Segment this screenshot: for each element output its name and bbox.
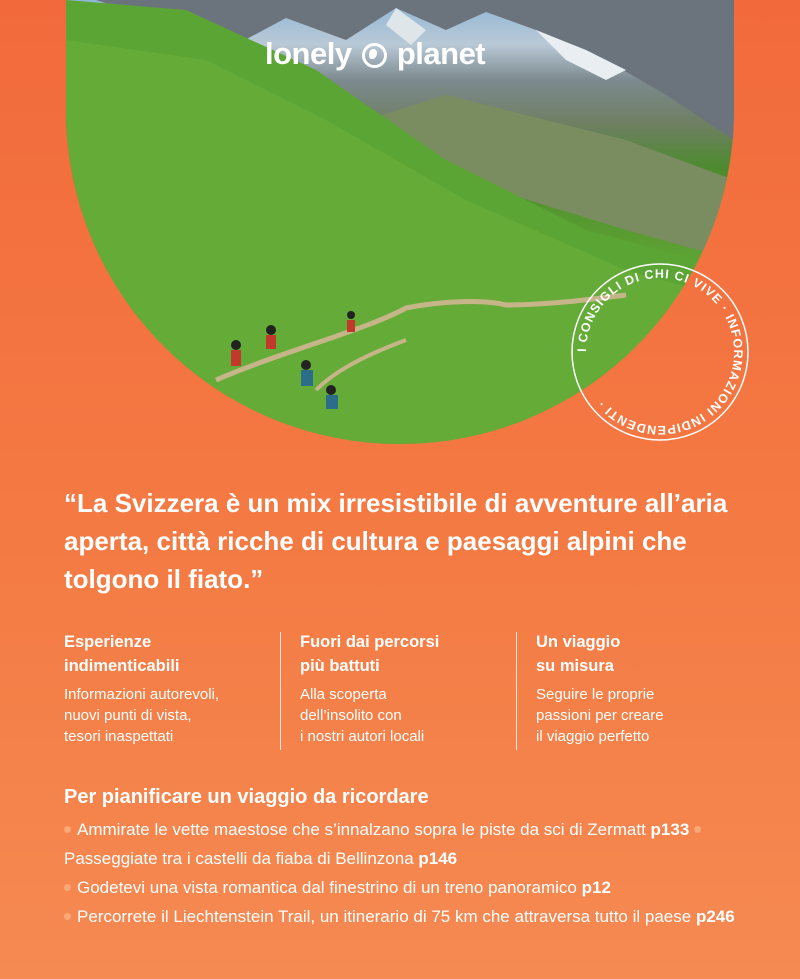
lonely-planet-logo (265, 36, 485, 72)
independent-info-seal (566, 258, 754, 446)
bullet-icon (64, 913, 71, 920)
page-ref: p146 (418, 849, 458, 868)
page-ref: p246 (695, 907, 735, 926)
plan-title: Per pianificare un viaggio da ricordare (64, 786, 429, 808)
page-ref: p133 (650, 820, 690, 839)
svg-text:I CONSIGLI DI CHI CI VIVE · IN (575, 267, 745, 437)
feature-2-desc: Alla scoperta dell’insolito con i nostri autori locali (300, 686, 425, 745)
seal-text: I CONSIGLI DI CHI CI VIVE · INFORMAZIONI INDIPENDENTI · (574, 266, 746, 438)
page-ref: p12 (581, 878, 611, 897)
list-item: Godetevi una vista romantica dal finestrino di un treno panoramico p12 (64, 878, 611, 897)
feature-divider (280, 632, 281, 750)
feature-1-title: Esperienze indimenticabili (64, 633, 180, 675)
plan-list (64, 815, 754, 931)
list-item: Ammirate le vette maestose che s’innalzano sopra le piste da sci di Zermatt p133 (64, 820, 689, 839)
feature-3 (536, 630, 736, 747)
features-section (64, 630, 764, 760)
feature-2 (300, 630, 500, 747)
bullet-icon (694, 826, 701, 833)
globe-icon (362, 43, 387, 68)
feature-3-desc: Seguire le proprie passioni per creare il viaggio perfetto (536, 686, 664, 745)
logo-word-left: lonely (265, 36, 352, 71)
list-item: Passeggiate tra i castelli da fiaba di Bellinzona p146 (64, 820, 707, 868)
feature-1 (64, 630, 264, 747)
logo-word-right: planet (396, 36, 486, 71)
list-item: Percorrete il Liechtenstein Trail, un itinerario di 75 km che attraversa tutto il paese p246 (64, 907, 735, 926)
feature-3-title: Un viaggio su misura (536, 633, 621, 675)
bullet-icon (64, 884, 71, 891)
feature-divider (516, 632, 517, 750)
feature-1-desc: Informazioni autorevoli, nuovi punti di vista, tesori inaspettati (64, 686, 220, 745)
feature-2-title: Fuori dai percorsi più battuti (300, 633, 440, 675)
bullet-icon (64, 826, 71, 833)
pull-quote: “La Svizzera è un mix irresistibile di avventure all’aria aperta, città ricche di cultura e paesaggi alpini che tolgono il fiato.” (64, 488, 728, 594)
